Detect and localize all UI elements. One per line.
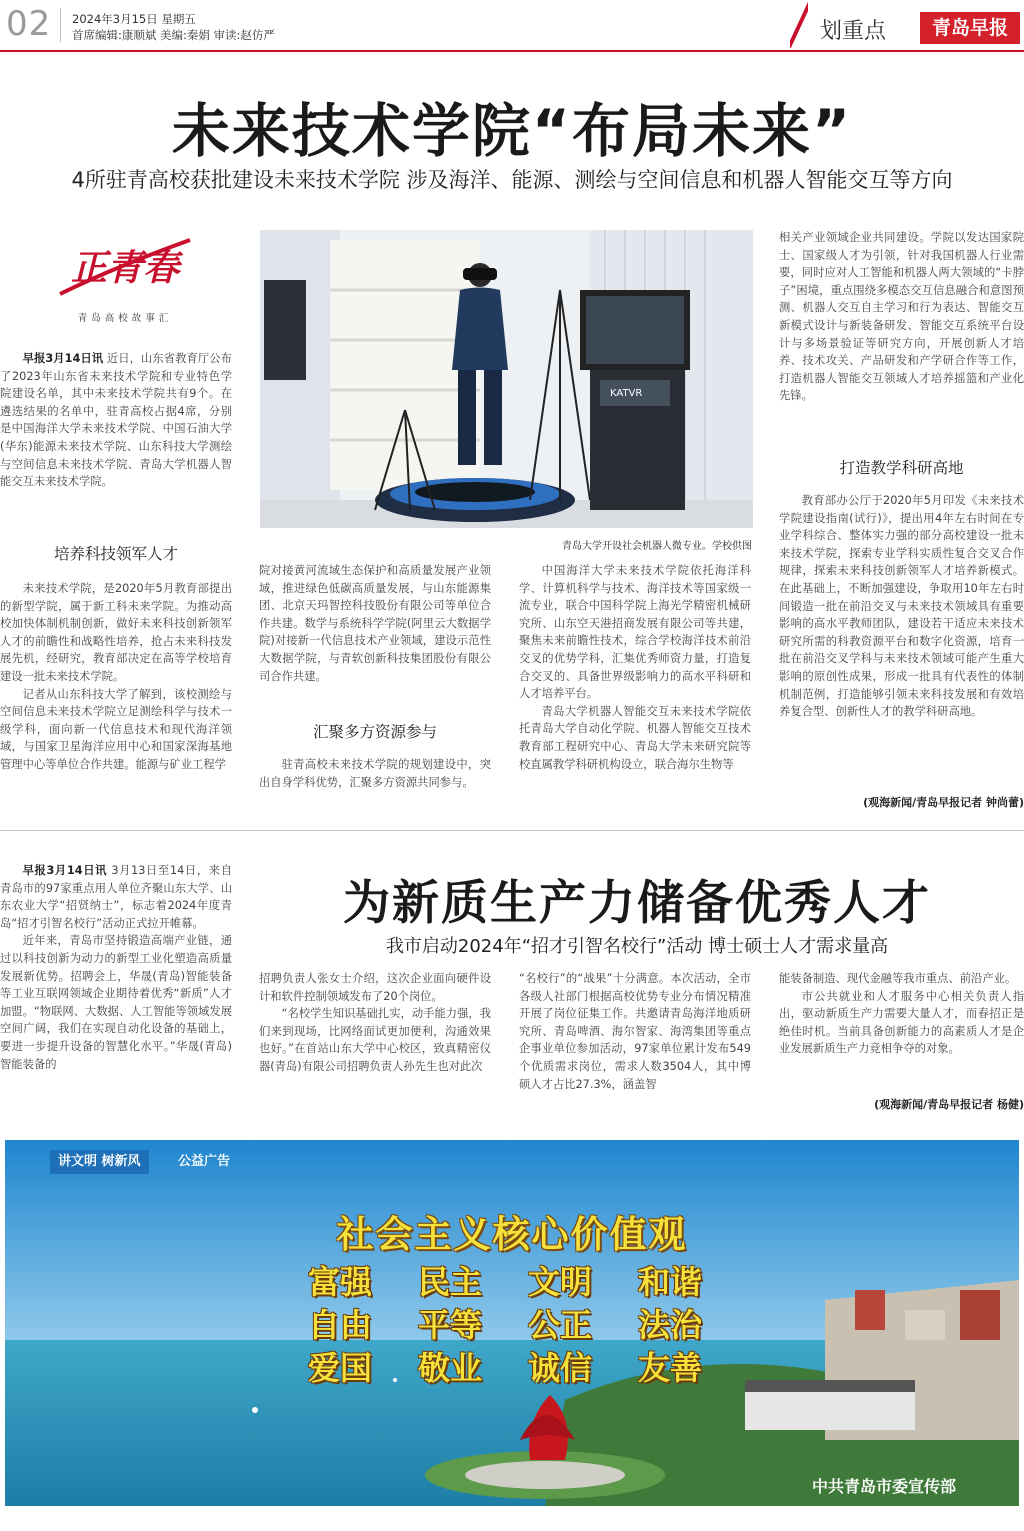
page-number: 02 (6, 4, 52, 44)
article1-subheadline: 4所驻青高校获批建设未来技术学院 涉及海洋、能源、测绘与空间信息和机器人智能交互等方向 (71, 168, 953, 192)
core-value: 自由 (308, 1306, 373, 1344)
header-divider (60, 8, 61, 42)
article1-column4-bottom (779, 492, 1024, 790)
article1-paragraph: 相关产业领域企业共同建设。学院以发达国家院士、国家级人才为引领，针对我国机器人行业需要，同时应对人工智能和机器人两大领域的“卡脖子”困境，重点围绕多模态交互信息融合和意图预测、机器人交互自主学习和行为表达、智能交互新模式设计与新装备研发、智能交互系统平台设计与多场景验证等研究方向，开展创新人才培养、技术攻关、产品研发和产学研合作等工作，打造机器人智能交互领域人才培养摇篮和产业化先锋。 (779, 231, 1024, 403)
editor-credits: 首席编辑:康顺斌 美编:秦娟 审读:赵仿严 (72, 28, 275, 42)
article1-paragraph: 未来技术学院，是2020年5月教育部提出的新型学院，属于新工科未来学院。为推动高校加快体制机制创新，做好未来科技创新领军人才的前瞻性和战略性培养，抢占未来科技发展先机，经研究，教育部决定在高等学校培育建设一批未来技术学院。 (0, 582, 232, 683)
article1-column2-bottom (259, 756, 491, 812)
article1-byline: (观海新闻/青岛早报记者 钟尚蕾) (863, 796, 1024, 809)
core-value: 公正 (528, 1306, 593, 1344)
ad-title: 社会主义核心价值观 (336, 1213, 688, 1256)
article2-subheadline: 我市启动2024年“招才引智名校行”活动 博士硕士人才需求量高 (385, 936, 889, 957)
core-value: 富强 (308, 1263, 373, 1301)
article1-heading-1: 培养科技领军人才 (53, 545, 178, 563)
column-brand-logo (55, 232, 195, 302)
article1-column4-top (779, 229, 1024, 441)
article1-paragraph: 驻青高校未来技术学院的规划建设中，突出自身学科优势，汇聚多方资源共同参与。 (259, 758, 491, 789)
article2-column2 (259, 970, 491, 1112)
article-divider (0, 830, 1024, 831)
article2-paragraph: “名校学生知识基础扎实，动手能力强，我们来到现场，比网络面试更加便利，沟通效果也好。”在首站山东大学中心校区，致真精密仪器(青岛)有限公司招聘负责人孙先生也对此次 (259, 1007, 491, 1073)
brand-name: 正青春 (70, 247, 180, 289)
article2-dateline: 早报3月14日讯 (22, 864, 108, 877)
core-value: 友善 (638, 1349, 703, 1387)
kiosk-brand-label: KATVR (610, 388, 643, 399)
core-value: 文明 (528, 1263, 593, 1301)
article1-column1-top (0, 350, 232, 528)
issue-date: 2024年3月15日 星期五 (72, 12, 196, 26)
ad-type-label: 公益广告 (178, 1154, 231, 1169)
brand-swoosh-icon (55, 232, 195, 302)
article1-paragraph: 教育部办公厅于2020年5月印发《未来技术学院建设指南(试行)》，提出用4年左右时间在专业学科综合、整体实力强的部分高校建设一批未来技术学院，探索专业学科实质性复合交叉合作规律，探索未来科技创新领军人才培养新模式。在此基础上，不断加强建设，争取用10年左右时间锻造一批在前沿交叉与未来技术领域具有重要影响的高水平教师团队，建设若干适应未来技术研究所需的科教资源平台和数字化资源，培育一批在前沿交叉学科与未来技术领域可能产生重大影响的原创性成果，形成一批具有代表性的体制机制范例，打造能够引领未来科技发展和有效培养复合型、创新性人才的教学科研高地。 (779, 494, 1024, 719)
article2-column3 (519, 970, 751, 1112)
article1-paragraph: 近日，山东省教育厅公布了2023年山东省未来技术学院和专业特色学院建设名单，其中未来技术学院共有9个。在遴选结果的名单中，驻青高校占据4席，分别是中国海洋大学未来技术学院、中国石油大学(华东)能源未来技术学院、山东科技大学测绘与空间信息未来技术学院、青岛大学机器人智能交互未来技术学院。 (0, 352, 232, 489)
ad-slogan-tag: 讲文明 树新风 (50, 1150, 149, 1174)
article1-paragraph: 青岛大学机器人智能交互未来技术学院依托青岛大学自动化学院、机器人智能交互技术教育部工程研究中心、青岛大学未来研究院等校直属教学科研机构设立，联合海尔生物等 (519, 704, 751, 771)
article1-paragraph: 院对接黄河流域生态保护和高质量发展产业领域，推进绿色低碳高质量发展，与山东能源集团、北京天玛智控科技股份有限公司等单位合作共建。数学与系统科学学院(阿里云大数据学院)对接新一代信息技术产业领域，建设示范性大数据学院，与青软创新科技集团股份有限公司合作共建。 (259, 564, 491, 683)
ad-sponsor: 中共青岛市委宣传部 (812, 1477, 957, 1496)
article1-column3 (519, 562, 751, 812)
column-brand-subtitle: 青岛高校故事汇 (77, 313, 173, 324)
core-value: 民主 (418, 1263, 483, 1301)
section-title: 划重点 (820, 19, 887, 44)
article1-heading-2: 汇聚多方资源参与 (312, 723, 437, 741)
article2-paragraph: “名校行”的“战果”十分满意。本次活动，全市各级人社部门根据高校优势专业分布情况精准开展了岗位征集工作。共邀请青岛海洋地质研究所、青岛啤酒、海尔智家、海湾集团等重点企事业单位参加活动，97家单位累计发布549个优质需求岗位，需求人数3504人，其中博硕人才占比27.3%，涵盖智 (519, 972, 751, 1091)
article1-column2-top (259, 562, 491, 702)
article2-paragraph: 3月13日至14日，来自青岛市的97家重点用人单位齐聚山东大学、山东农业大学“招贤纳士”，标志着2024年度青岛“招才引智名校行”活动正式拉开帷幕。 (0, 864, 232, 930)
article1-paragraph: 中国海洋大学未来技术学院依托海洋科学、计算机科学与技术、海洋技术等国家级一流专业，联合中国科学院上海光学精密机械研究所、山东空天港招商发展有限公司等共建，聚焦未来前瞻性技术，综合学校海洋技术前沿交叉的优势学科，汇集优秀师资力量，打造复合交叉的、具备世界级影响力的高水平科研和人才培养平台。 (519, 564, 751, 701)
header-rule (0, 50, 1024, 52)
article1-heading-3: 打造教学科研高地 (839, 459, 964, 477)
core-value: 法治 (638, 1306, 703, 1344)
article2-byline: (观海新闻/青岛早报记者 杨健) (874, 1098, 1024, 1111)
article2-paragraph: 市公共就业和人才服务中心相关负责人指出，驱动新质生产力需要大量人才，而春招正是绝佳时机。当前具备创新能力的高素质人才是企业发展新质生产力竞相争夺的对象。 (779, 989, 1024, 1056)
core-value: 平等 (418, 1306, 483, 1344)
article1-photo (260, 230, 753, 528)
article2-paragraph: 招聘负责人张女士介绍，这次企业面向硬件设计和软件控制领域发布了20个岗位。 (259, 972, 491, 1003)
article1-dateline: 早报3月14日讯 (22, 352, 104, 365)
article2-paragraph: 近年来，青岛市坚持锻造高端产业链，通过以科技创新为动力的新型工业化塑造高质量发展新优势。招聘会上，华晟(青岛)智能装备等工业互联网领域企业期待着优秀“新质”人才加盟。“物联网、大数据、人工智能等领域发展空间广阔，我们在实现自动化设备的基础上，要进一步提升设备的智慧化水平。”华晟(青岛)智能装备的 (0, 934, 232, 1071)
photo-caption: 青岛大学开设社会机器人微专业。学校供图 (562, 541, 752, 552)
core-value: 和谐 (638, 1263, 703, 1301)
core-values-grid (308, 1262, 728, 1389)
article2-column4 (779, 970, 1024, 1094)
core-value: 爱国 (308, 1349, 373, 1387)
header-slash-decoration (790, 2, 808, 48)
core-value: 敬业 (418, 1349, 483, 1387)
article2-paragraph: 能装备制造、现代金融等我市重点、前沿产业。 (779, 972, 1017, 985)
article2-column1 (0, 862, 232, 1112)
article2-headline: 为新质生产力储备优秀人才 (343, 876, 931, 931)
article1-headline: 未来技术学院“布局未来” (171, 97, 853, 165)
vr-robot-photo-icon (260, 230, 753, 528)
article1-paragraph: 记者从山东科技大学了解到，该校测绘与空间信息未来技术学院立足测绘科学与技术一级学科，面向新一代信息技术和现代海洋领域，与国家卫星海洋应用中心和国家深海基地管理中心等单位合作共建。能源与矿业工程学 (0, 687, 232, 771)
article1-column1-bottom (0, 580, 232, 808)
core-value: 诚信 (528, 1349, 593, 1387)
newspaper-logo: 青岛早报 (920, 12, 1020, 44)
